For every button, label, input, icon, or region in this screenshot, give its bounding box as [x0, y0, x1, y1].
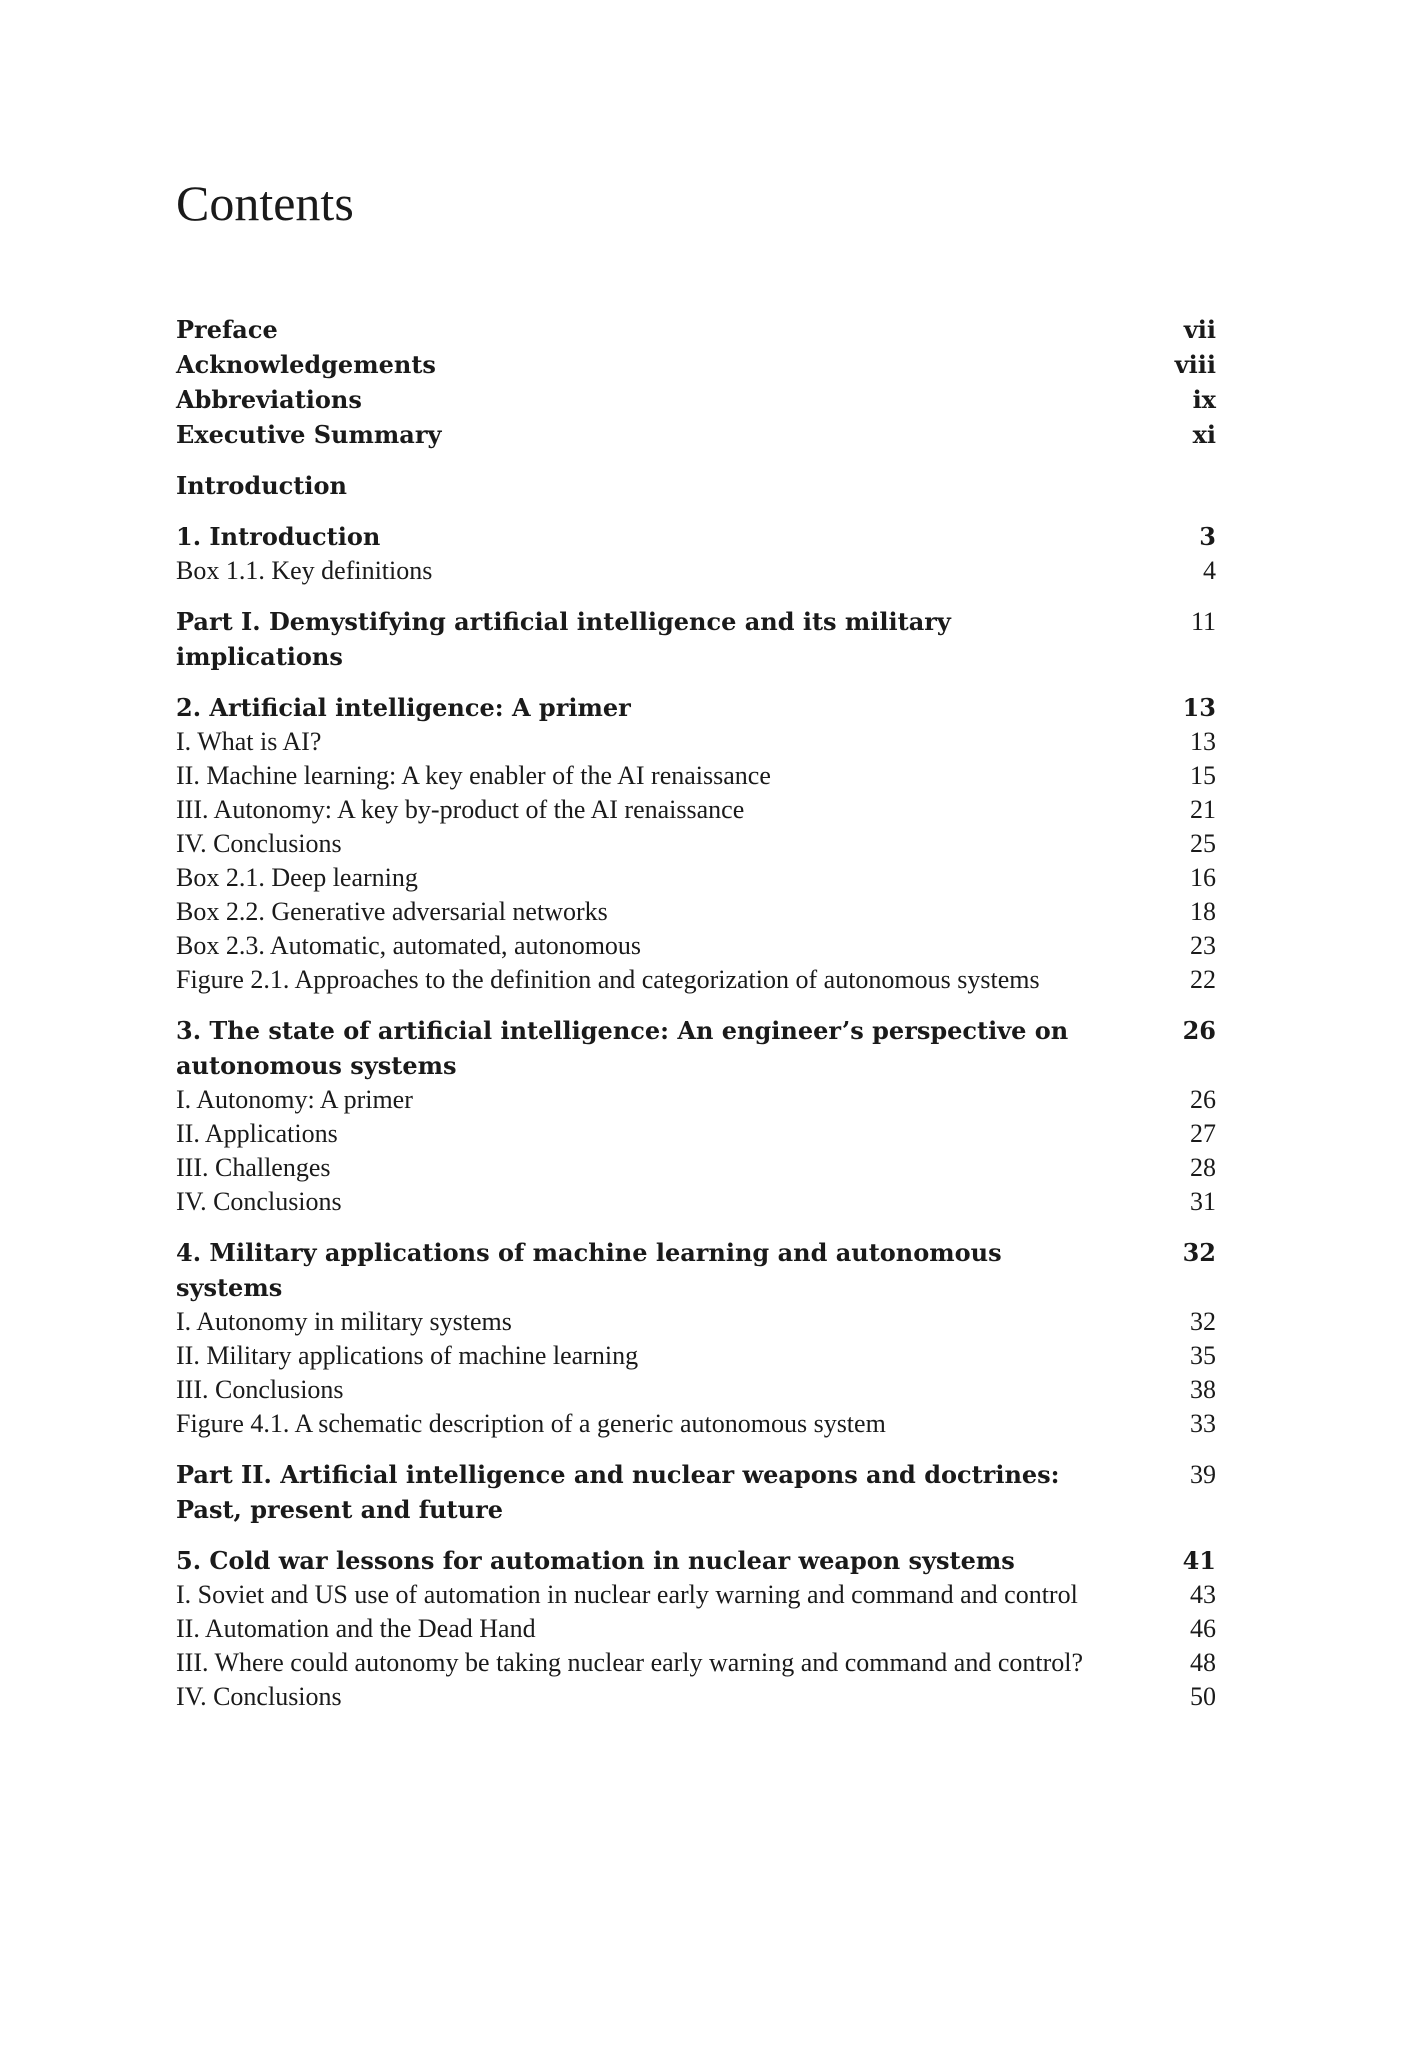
toc-entry-label: IV. Conclusions: [176, 1187, 342, 1216]
toc-section-heading[interactable]: [176, 604, 1216, 674]
toc-entry[interactable]: [176, 1083, 1216, 1117]
toc-section-heading-label: 2. Artificial intelligence: A primer: [176, 693, 631, 722]
toc-entry-label: Figure 4.1. A schematic description of a generic autonomous system: [176, 1409, 886, 1438]
toc-section-heading[interactable]: [176, 690, 1216, 725]
toc-front-matter-entry[interactable]: [176, 312, 1216, 347]
toc-section-heading[interactable]: [176, 1235, 1216, 1305]
toc-section-heading-page-number: 41: [1182, 1546, 1216, 1575]
toc-section-heading-page-number: 26: [1182, 1016, 1216, 1045]
toc-entry-label: II. Automation and the Dead Hand: [176, 1614, 536, 1643]
toc-section: [176, 1457, 1216, 1527]
toc-entry-page-number: 48: [1190, 1648, 1216, 1677]
front-matter-section: [176, 312, 1216, 452]
toc-entry-page-number: 32: [1190, 1307, 1216, 1336]
toc-entry[interactable]: [176, 793, 1216, 827]
toc-section-heading-page-number: 11: [1190, 607, 1216, 636]
toc-entry-page-number: 22: [1190, 965, 1216, 994]
toc-entry-page-number: 13: [1190, 727, 1216, 756]
toc-section: [176, 1235, 1216, 1441]
toc-entry-label: III. Conclusions: [176, 1375, 344, 1404]
toc-entry[interactable]: [176, 929, 1216, 963]
toc-entry-label: I. Autonomy in military systems: [176, 1307, 512, 1336]
toc-entry-page-number: 21: [1190, 795, 1216, 824]
toc-section: [176, 604, 1216, 674]
toc-entry-page-number: 46: [1190, 1614, 1216, 1643]
toc-entry[interactable]: [176, 1646, 1216, 1680]
toc-section-heading[interactable]: [176, 1457, 1216, 1527]
toc-front-matter-entry-label: Preface: [176, 315, 278, 344]
toc-section-heading-label: 3. The state of artificial intelligence: An engineer’s perspective on autonomous systems: [176, 1016, 1069, 1080]
toc-entry[interactable]: [176, 725, 1216, 759]
toc-entry[interactable]: [176, 1373, 1216, 1407]
toc-entry-page-number: 18: [1190, 897, 1216, 926]
toc-front-matter-entry[interactable]: [176, 382, 1216, 417]
toc-entry-label: III. Where could autonomy be taking nuclear early warning and command and control?: [176, 1648, 1084, 1677]
toc-front-matter-entry-page-number: ix: [1192, 385, 1216, 414]
toc-section-heading-label: 5. Cold war lessons for automation in nuclear weapon systems: [176, 1546, 1015, 1575]
toc-entry[interactable]: [176, 1612, 1216, 1646]
toc-entry-label: II. Applications: [176, 1119, 338, 1148]
toc-entry-label: I. Soviet and US use of automation in nuclear early warning and command and control: [176, 1580, 1078, 1609]
toc-section-heading-label: Part I. Demystifying artificial intelligence and its military implications: [176, 607, 951, 671]
toc-section: [176, 690, 1216, 997]
toc-section: [176, 1543, 1216, 1714]
toc-section: [176, 468, 1216, 503]
toc-section-heading-page-number: 32: [1182, 1238, 1216, 1267]
toc-entry[interactable]: [176, 1305, 1216, 1339]
toc-front-matter-entry[interactable]: [176, 417, 1216, 452]
toc-entry-page-number: 4: [1203, 556, 1216, 585]
toc-section-heading-label: 1. Introduction: [176, 522, 381, 551]
toc-entry-label: IV. Conclusions: [176, 1682, 342, 1711]
toc-entry[interactable]: [176, 963, 1216, 997]
toc-entry-page-number: 33: [1190, 1409, 1216, 1438]
toc-entry-page-number: 35: [1190, 1341, 1216, 1370]
toc-entry-page-number: 31: [1190, 1187, 1216, 1216]
toc-entry-label: Box 2.2. Generative adversarial networks: [176, 897, 608, 926]
toc-entry-label: III. Autonomy: A key by-product of the AI renaissance: [176, 795, 745, 824]
toc-entry[interactable]: [176, 554, 1216, 588]
toc-entry[interactable]: [176, 759, 1216, 793]
toc-entry-label: I. Autonomy: A primer: [176, 1085, 413, 1114]
toc-section-heading-page-number: 39: [1190, 1460, 1216, 1489]
toc-entry-label: II. Machine learning: A key enabler of the AI renaissance: [176, 761, 771, 790]
toc-entry-page-number: 23: [1190, 931, 1216, 960]
toc-entry-label: IV. Conclusions: [176, 829, 342, 858]
toc-entry[interactable]: [176, 1407, 1216, 1441]
toc-section-heading-page-number: 3: [1199, 522, 1216, 551]
toc-section-heading-label: Introduction: [176, 471, 347, 500]
toc-section: [176, 519, 1216, 588]
toc-entry[interactable]: [176, 1578, 1216, 1612]
toc-front-matter-entry-label: Executive Summary: [176, 420, 442, 449]
toc-front-matter-entry-label: Acknowledgements: [176, 350, 436, 379]
toc-section-heading-page-number: 13: [1182, 693, 1216, 722]
toc-entry[interactable]: [176, 1185, 1216, 1219]
toc-entry-label: I. What is AI?: [176, 727, 322, 756]
toc-entry-label: Box 1.1. Key definitions: [176, 556, 433, 585]
toc-entry-label: Box 2.1. Deep learning: [176, 863, 418, 892]
toc-entry-label: Figure 2.1. Approaches to the definition and categorization of autonomous systems: [176, 965, 1040, 994]
toc-entry-page-number: 28: [1190, 1153, 1216, 1182]
toc-entry[interactable]: [176, 1339, 1216, 1373]
toc-entry-label: II. Military applications of machine learning: [176, 1341, 639, 1370]
toc-entry-label: Box 2.3. Automatic, automated, autonomous: [176, 931, 642, 960]
toc-entry[interactable]: [176, 1680, 1216, 1714]
toc-section-heading[interactable]: [176, 1543, 1216, 1578]
toc-entry[interactable]: [176, 1151, 1216, 1185]
toc-entry-page-number: 50: [1190, 1682, 1216, 1711]
toc-entry-page-number: 26: [1190, 1085, 1216, 1114]
toc-section-heading[interactable]: [176, 1013, 1216, 1083]
toc-entry-label: III. Challenges: [176, 1153, 331, 1182]
table-of-contents: [176, 312, 1216, 1730]
toc-section-heading[interactable]: [176, 468, 1216, 503]
toc-front-matter-entry[interactable]: [176, 347, 1216, 382]
toc-entry[interactable]: [176, 861, 1216, 895]
toc-front-matter-entry-page-number: vii: [1183, 315, 1216, 344]
toc-front-matter-entry-page-number: xi: [1192, 420, 1216, 449]
toc-entry-page-number: 38: [1190, 1375, 1216, 1404]
toc-front-matter-entry-page-number: viii: [1174, 350, 1216, 379]
toc-section-heading-label: 4. Military applications of machine learning and autonomous systems: [176, 1238, 1002, 1302]
toc-entry-page-number: 27: [1190, 1119, 1216, 1148]
page-title: Contents: [176, 175, 354, 231]
toc-section-heading-label: Part II. Artificial intelligence and nuclear weapons and doctrines: Past, present and future: [176, 1460, 1060, 1524]
toc-entry-page-number: 15: [1190, 761, 1216, 790]
toc-entry-page-number: 16: [1190, 863, 1216, 892]
toc-section: [176, 1013, 1216, 1219]
toc-entry-page-number: 43: [1190, 1580, 1216, 1609]
toc-entry[interactable]: [176, 1117, 1216, 1151]
toc-front-matter-entry-label: Abbreviations: [176, 385, 362, 414]
toc-entry[interactable]: [176, 827, 1216, 861]
toc-entry-page-number: 25: [1190, 829, 1216, 858]
toc-entry[interactable]: [176, 895, 1216, 929]
toc-section-heading[interactable]: [176, 519, 1216, 554]
